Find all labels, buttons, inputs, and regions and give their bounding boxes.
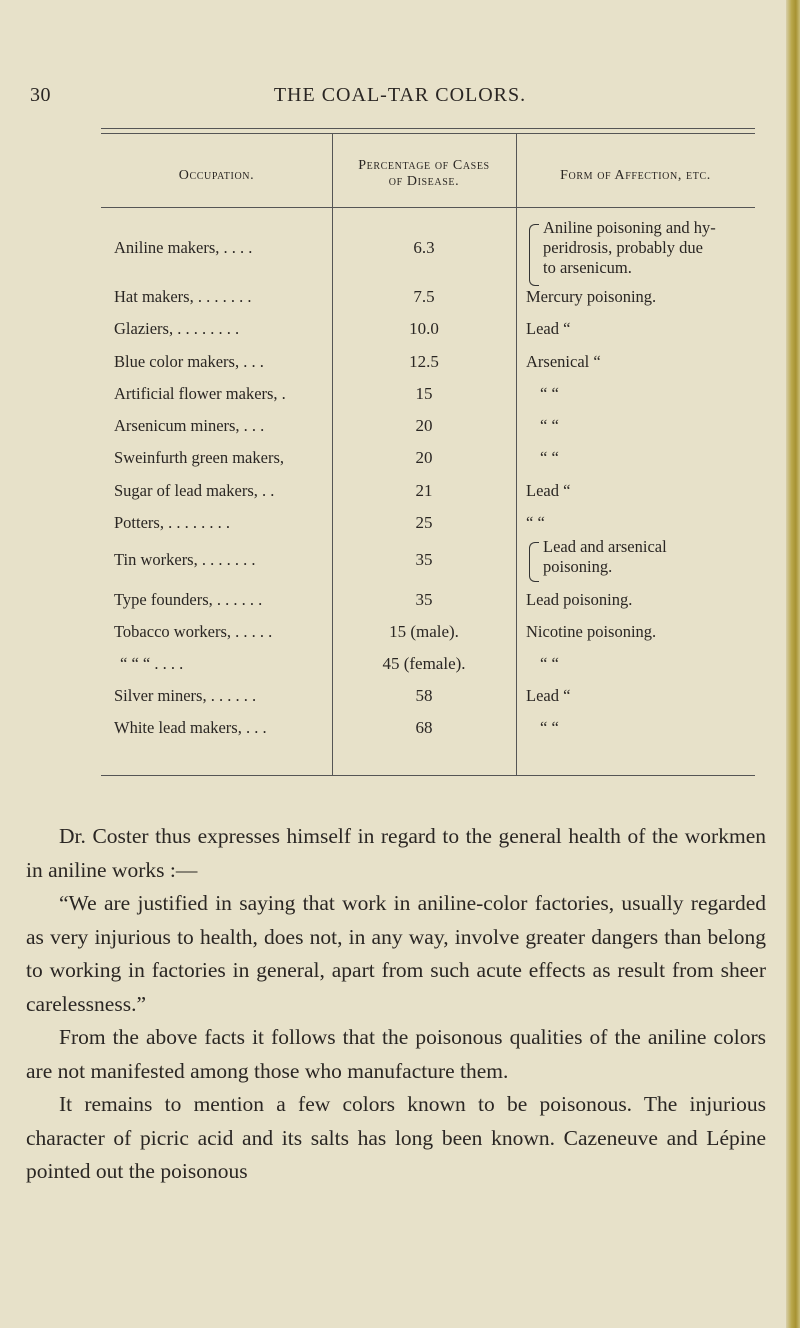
paragraph: From the above facts it follows that the poisonous qualities of the aniline colors are not manifested among those who manufacture them.	[26, 1025, 766, 1083]
page-edge	[786, 0, 800, 1328]
table-header-rule	[101, 207, 755, 208]
column-header-occupation: Occupation.	[178, 168, 255, 183]
table-top-rule	[101, 128, 755, 129]
form-cell: Lead “	[526, 686, 571, 705]
brace	[529, 542, 539, 582]
percentage-cell: 58	[415, 686, 433, 705]
quotation-paragraph: “We are justified in saying that work in aniline-color factories, usually regarded as very injurious to health, does not, in any way, involve greater dangers than belong to working in factories in general, apart from such acute effects as result from sheer carelessness.”	[26, 891, 766, 1016]
occupation-cell: Artificial flower makers, .	[114, 384, 286, 403]
percentage-cell: 21	[415, 481, 433, 500]
percentage-cell: 20	[415, 448, 433, 467]
occupation-cell: White lead makers, . . .	[114, 718, 267, 737]
percentage-cell: 20	[415, 416, 433, 435]
column-header-percentage	[332, 158, 516, 190]
occupation-cell: Blue color makers, . . .	[114, 352, 264, 371]
percentage-cell: 15	[415, 384, 433, 403]
form-line: peridrosis, probably due	[543, 238, 703, 257]
occupation-cell: Glaziers, . . . . . . . .	[114, 319, 240, 338]
percentage-cell: 68	[415, 718, 433, 737]
form-cell: “ “	[540, 718, 559, 737]
form-cell: Mercury poisoning.	[526, 287, 657, 306]
form-cell: Lead “	[526, 319, 571, 338]
occupation-cell: Tobacco workers, . . . . .	[114, 622, 273, 641]
form-line: Lead and arsenical	[543, 537, 667, 556]
brace	[529, 224, 539, 286]
percentage-cell: 6.3	[413, 238, 435, 257]
percentage-cell: 15 (male).	[389, 622, 459, 641]
form-cell: Nicotine poisoning.	[526, 622, 657, 641]
column-header-percentage-line2: of Disease.	[388, 174, 460, 189]
form-cell: “ “	[540, 448, 559, 467]
form-line: to arsenicum.	[543, 258, 632, 277]
paragraph: It remains to mention a few colors known to be poisonous. The injurious character of picric acid and its salts has long been known. Cazeneuve and Lépine pointed out the poisonous	[26, 1092, 766, 1183]
table-bottom-rule	[101, 775, 755, 776]
page-number: 30	[30, 84, 51, 106]
occupation-cell: Arsenicum miners, . . .	[114, 416, 265, 435]
occupation-cell: Sweinfurth green makers,	[114, 448, 284, 467]
occupation-cell: “ “ “ . . . .	[120, 654, 184, 673]
percentage-cell: 35	[415, 550, 433, 569]
form-cell: “ “	[526, 513, 545, 532]
occupation-cell: Sugar of lead makers, . .	[114, 481, 275, 500]
form-cell: Arsenical “	[526, 352, 601, 371]
percentage-cell: 45 (female).	[382, 654, 466, 673]
form-cell: Lead poisoning.	[526, 590, 633, 609]
percentage-cell: 12.5	[409, 352, 439, 371]
form-cell	[543, 537, 667, 577]
column-header-percentage-line1: Percentage of Cases	[358, 158, 490, 173]
percentage-cell: 7.5	[413, 287, 435, 306]
form-cell: “ “	[540, 384, 559, 403]
form-cell: “ “	[540, 416, 559, 435]
occupation-cell: Aniline makers, . . . .	[114, 238, 253, 257]
form-line: Aniline poisoning and hy-	[543, 218, 716, 237]
occupation-cell: Hat makers, . . . . . . .	[114, 287, 252, 306]
occupation-cell: Tin workers, . . . . . . .	[114, 550, 256, 569]
occupation-cell: Type founders, . . . . . .	[114, 590, 263, 609]
body-text	[26, 820, 766, 1189]
running-title: THE COAL-TAR COLORS.	[273, 84, 527, 106]
column-header-form: Form of Affection, etc.	[560, 168, 711, 183]
table-top-rule-inner	[101, 133, 755, 134]
form-line: poisoning.	[543, 557, 613, 576]
form-cell: “ “	[540, 654, 559, 673]
percentage-cell: 35	[415, 590, 433, 609]
percentage-cell: 25	[415, 513, 433, 532]
column-divider	[516, 133, 517, 775]
form-cell	[543, 218, 716, 278]
occupation-cell: Silver miners, . . . . . .	[114, 686, 257, 705]
form-cell: Lead “	[526, 481, 571, 500]
occupation-cell: Potters, . . . . . . . .	[114, 513, 230, 532]
percentage-cell: 10.0	[409, 319, 439, 338]
paragraph: Dr. Coster thus expresses himself in regard to the general health of the workmen in aniline works :—	[26, 824, 766, 882]
page-header	[0, 84, 800, 114]
